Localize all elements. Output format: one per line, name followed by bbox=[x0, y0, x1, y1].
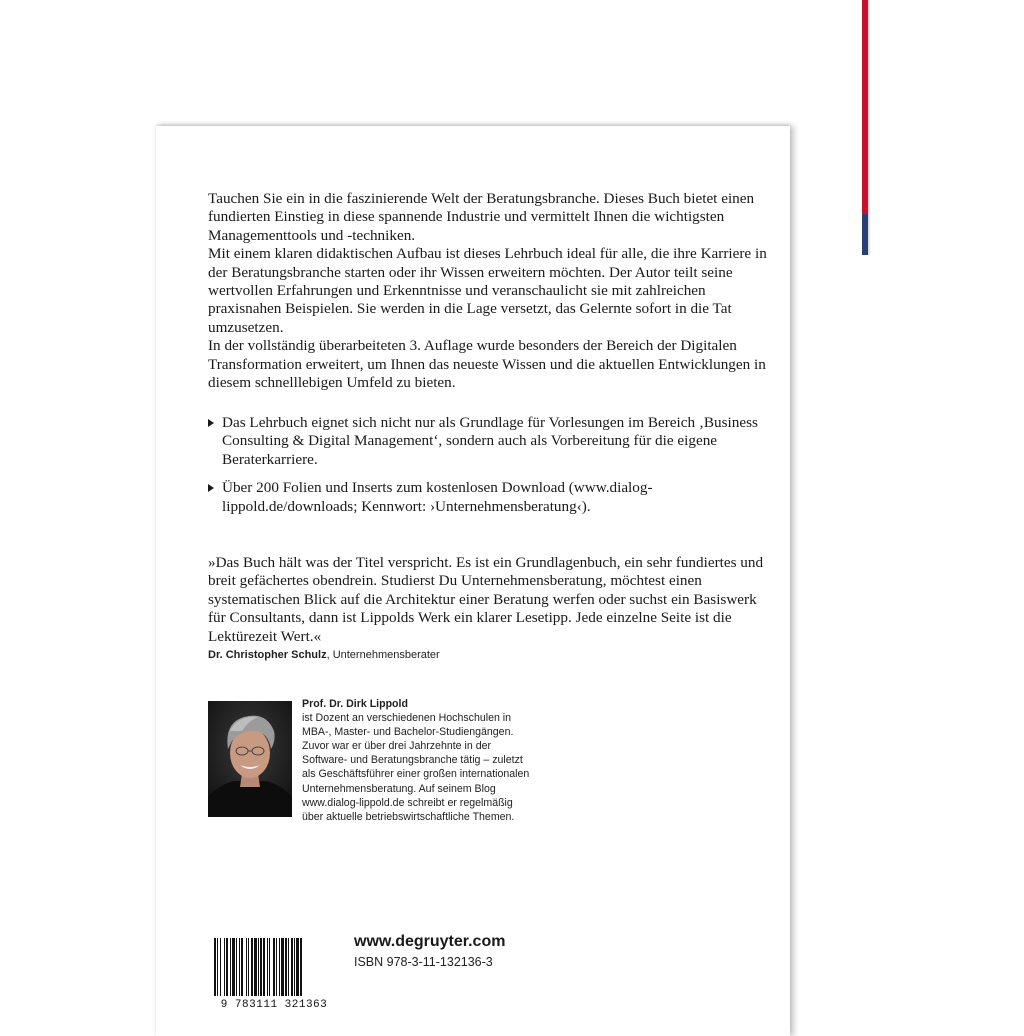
author-bio-line: als Geschäftsführer einer großen internationalen bbox=[302, 768, 530, 781]
testimonial bbox=[208, 554, 768, 663]
barcode-bar bbox=[239, 938, 240, 996]
blurb bbox=[208, 190, 768, 392]
barcode-bar bbox=[260, 938, 262, 996]
author-bio-line: Unternehmensberatung. Auf seinem Blog bbox=[302, 782, 496, 795]
author-bio bbox=[302, 697, 562, 824]
bullet-list bbox=[208, 414, 768, 526]
barcode-bar bbox=[294, 938, 295, 996]
author-bio-line: MBA-, Master- und Bachelor-Studiengängen. bbox=[302, 726, 514, 739]
barcode-bar bbox=[246, 938, 247, 996]
barcode-bar bbox=[248, 938, 249, 996]
triangle-bullet-icon bbox=[208, 484, 214, 492]
bullet-text: Das Lehrbuch eignet sich nicht nur als Grundlage für Vorlesungen im Bereich ‚Business Consulting & Digital Management‘, sondern auch als Vorbereitung für die eigene Beraterkarriere. bbox=[222, 414, 758, 468]
barcode-bar bbox=[254, 938, 257, 996]
author-bio-line: Zuvor war er über drei Jahrzehnte in der bbox=[302, 740, 492, 753]
barcode-bar bbox=[232, 938, 235, 996]
testimonial-author-name: Dr. Christopher Schulz bbox=[208, 649, 327, 662]
author-photo bbox=[208, 701, 292, 817]
barcode-bar bbox=[251, 938, 253, 996]
barcode-bar bbox=[220, 938, 221, 996]
blurb-paragraph-1: Tauchen Sie ein in die faszinierende Welt der Beratungsbranche. Dieses Buch bietet einen fundierten Einstieg in diese spannende Industrie und vermittelt Ihnen die wichtigsten Managementtools und -techniken. bbox=[208, 190, 755, 244]
author-portrait-image bbox=[208, 701, 292, 817]
testimonial-author bbox=[208, 647, 768, 663]
barcode-bar bbox=[224, 938, 225, 996]
barcode-bar bbox=[296, 938, 299, 996]
author-bio-line: ist Dozent an verschiedenen Hochschulen in bbox=[302, 712, 512, 725]
barcode-number: 9 783111 321363 bbox=[220, 999, 328, 1011]
barcode-bar bbox=[281, 938, 284, 996]
barcode-bar bbox=[267, 938, 268, 996]
triangle-bullet-icon bbox=[208, 419, 214, 427]
bullet-text: Über 200 Folien und Inserts zum kostenlosen Download (www.dialog-lippold.de/downloads; Kennwort: ›Unternehmensberatung‹). bbox=[222, 479, 653, 515]
barcode-bar bbox=[226, 938, 228, 996]
testimonial-author-role: , Unternehmensberater bbox=[326, 649, 440, 662]
barcode-bar bbox=[263, 938, 265, 996]
bullet-item bbox=[208, 479, 768, 516]
barcode-bar bbox=[258, 938, 259, 996]
barcode-bar bbox=[273, 938, 275, 996]
barcode bbox=[212, 938, 336, 996]
barcode-icon bbox=[212, 938, 336, 996]
blurb-paragraph-2: Mit einem klaren didaktischen Aufbau ist dieses Lehrbuch ideal für alle, die ihre Karriere in der Beratungsbranche starten oder ihr Wissen erweitern möchten. Der Autor teilt seine wertvollen Erfahrungen und Erkenntnisse und veranschaulicht sie mit zahlreichen praxisnahen Beispielen. Sie werden in die Lage versetzt, das Gelernte sofort in die Tat umzusetzen. bbox=[208, 245, 767, 336]
author-bio-line: über aktuelle betriebswirtschaftliche Themen. bbox=[302, 810, 515, 823]
barcode-bar bbox=[230, 938, 231, 996]
author-bio-line: Software- und Beratungsbranche tätig – zuletzt bbox=[302, 754, 523, 767]
publisher-website: www.degruyter.com bbox=[354, 933, 506, 950]
barcode-bar bbox=[241, 938, 243, 996]
barcode-bar bbox=[269, 938, 270, 996]
blurb-paragraph-3: In der vollständig überarbeiteten 3. Auflage wurde besonders der Bereich der Digitalen Transformation erweitert, um Ihnen das neueste Wissen und die aktuellen Entwicklungen in diesem schnelllebigen Umfeld zu bieten. bbox=[208, 337, 766, 392]
barcode-bar bbox=[217, 938, 218, 996]
isbn: ISBN 978-3-11-132136-3 bbox=[354, 955, 493, 969]
author-name: Prof. Dr. Dirk Lippold bbox=[302, 698, 408, 710]
bullet-item bbox=[208, 414, 768, 469]
barcode-bar bbox=[288, 938, 289, 996]
barcode-bar bbox=[214, 938, 216, 996]
barcode-bar bbox=[291, 938, 293, 996]
testimonial-text: »Das Buch hält was der Titel verspricht. Es ist ein Grundlagenbuch, ein sehr fundiertes und breit gefächertes obendrein. Studierst Du Unternehmensberatung, möchtest einen systematischen Blick auf die Architektur einer Beratung werfen oder suchst ein Basiswerk für Consultants, dann ist Lippolds Werk ein klarer Lesetipp. Jede einzelne Seite ist die Lektürezeit Wert.« bbox=[208, 554, 764, 645]
barcode-bar bbox=[276, 938, 277, 996]
author-bio-line: www.dialog-lippold.de schreibt er regelmäßig bbox=[302, 796, 513, 809]
barcode-bar bbox=[300, 938, 302, 996]
book-back-cover bbox=[156, 126, 790, 1036]
back-book-shadow bbox=[868, 0, 871, 255]
barcode-bar bbox=[279, 938, 280, 996]
barcode-bar bbox=[285, 938, 287, 996]
barcode-bar bbox=[236, 938, 237, 996]
